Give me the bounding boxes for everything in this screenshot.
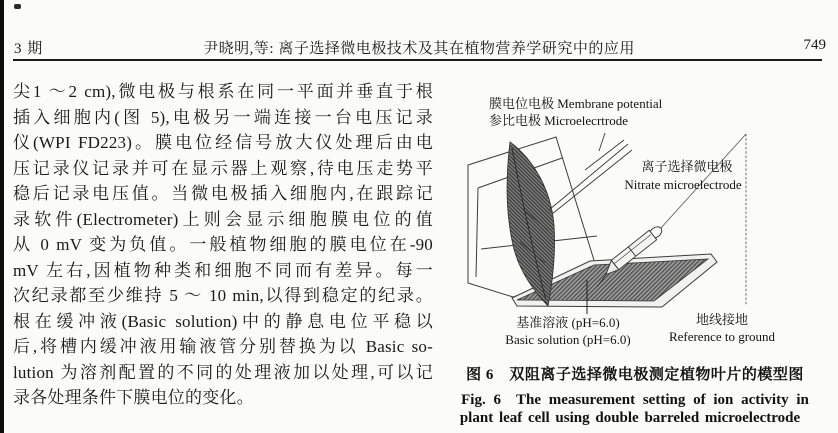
header-issue: 3 期 [14, 41, 44, 57]
figure-caption-en-line2: plant leaf cell using double barreled microelectrode [459, 410, 801, 426]
label-reference-electrode: 参比电极 Microelecrtrode [489, 113, 628, 128]
label-basic-solution-cn: 基准溶液 (pH=6.0) [516, 315, 620, 330]
paragraph-line: 仪(WPI FD223)。膜电位经信号放大仪处理后由电 [13, 133, 433, 152]
label-ground-en: Reference to ground [668, 329, 776, 344]
paragraph-line: 插入细胞内(图 5),电极另一端连接一台电压记录 [13, 107, 433, 127]
body-paragraph [13, 79, 433, 411]
figure-caption-cn: 图 6 双阻离子选择微电极测定植物叶片的模型图 [466, 367, 804, 383]
label-ion-selective-en: Nitrate microelectrode [624, 177, 742, 192]
label-ground-cn: 地线接地 [695, 312, 748, 327]
label-membrane-potential: 膜电位电极 Membrane potential [489, 96, 663, 111]
paragraph-line: 压记录仪记录并可在显示器上观察,待电压走势平 [13, 158, 433, 178]
paragraph-line: 录软件(Electrometer)上则会显示细胞膜电位的值 [13, 209, 433, 229]
paragraph-line: lution 为溶剂配置的不同的处理液加以处理,可以记 [13, 362, 433, 382]
paragraph-line: 次纪录都至少维持 5 ～ 10 min,以得到稳定的纪录。 [13, 286, 433, 305]
header-page-number: 749 [803, 37, 826, 53]
paragraph-line: 后,将槽内缓冲液用输液管分别替换为以 Basic so- [13, 337, 433, 356]
paragraph-line: 录各处理条件下膜电位的变化。 [13, 388, 254, 407]
membrane-potential-electrode [549, 133, 632, 214]
label-basic-solution-en: Basic solution (pH=6.0) [505, 332, 631, 347]
paragraph-line: 尖1 ～2 cm),微电极与根系在同一平面并垂直于根 [13, 82, 433, 101]
paragraph-line: 从 0 mV 变为负值。一般植物细胞的膜电位在-90 [13, 235, 433, 254]
header-running-title: 尹晓明,等: 离子选择微电极技术及其在植物营养学研究中的应用 [203, 41, 635, 57]
leaf-shape [507, 142, 555, 306]
paragraph-line: 稳后记录电压值。当微电极插入细胞内,在跟踪记 [13, 184, 433, 203]
figure-caption-en-line1: Fig. 6 The measurement setting of ion activity in [461, 392, 809, 408]
paragraph-line: 根在缓冲液(Basic solution)中的静息电位平稳以 [13, 311, 433, 331]
header-rule [13, 59, 822, 61]
scan-speck [14, 4, 21, 9]
scan-edge-bar [0, 0, 4, 433]
paragraph-line: mV 左右,因植物种类和细胞不同而有差异。每一 [13, 260, 433, 280]
label-ion-selective-cn: 离子选择微电极 [641, 159, 733, 174]
